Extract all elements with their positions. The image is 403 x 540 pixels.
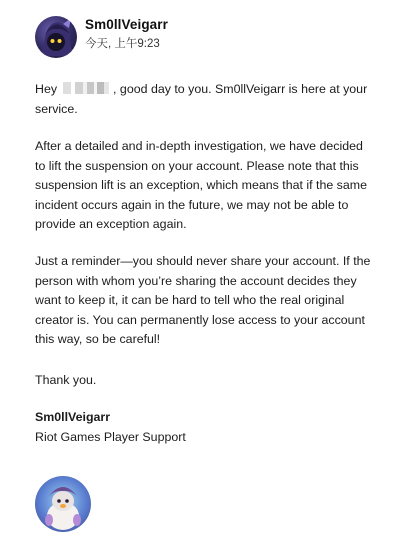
signature-name: Sm0llVeigarr: [35, 410, 111, 424]
redacted-username: [63, 82, 109, 94]
message-paragraph: After a detailed and in-depth investigation, we have decided to lift the suspension on your account. Please note that this suspension lift is an exception, which means that if the same incident occurs again in the future, we may not be able to provide an exception again.: [35, 139, 367, 231]
message-timestamp: 今天, 上午9:23: [85, 38, 160, 50]
penguin-avatar-icon[interactable]: [35, 476, 91, 532]
greeting-line: [35, 80, 375, 119]
sender-avatar-icon[interactable]: [35, 16, 77, 58]
message-paragraph: Thank you.: [35, 373, 97, 387]
greeting-suffix: , good day to you. Sm0llVeigarr is here at your service.: [35, 82, 368, 116]
greeting-prefix: Hey: [35, 82, 58, 96]
signature-team: Riot Games Player Support: [35, 430, 186, 444]
message-paragraph: Just a reminder—you should never share your account. If the person with whom you’re sharing the account decides they want to keep it, it can be hard to tell who the real original creator is. You can permanently lose access to your account this way, so be careful!: [35, 254, 371, 346]
sender-name[interactable]: Sm0llVeigarr: [85, 17, 168, 32]
message-header: [35, 16, 375, 64]
